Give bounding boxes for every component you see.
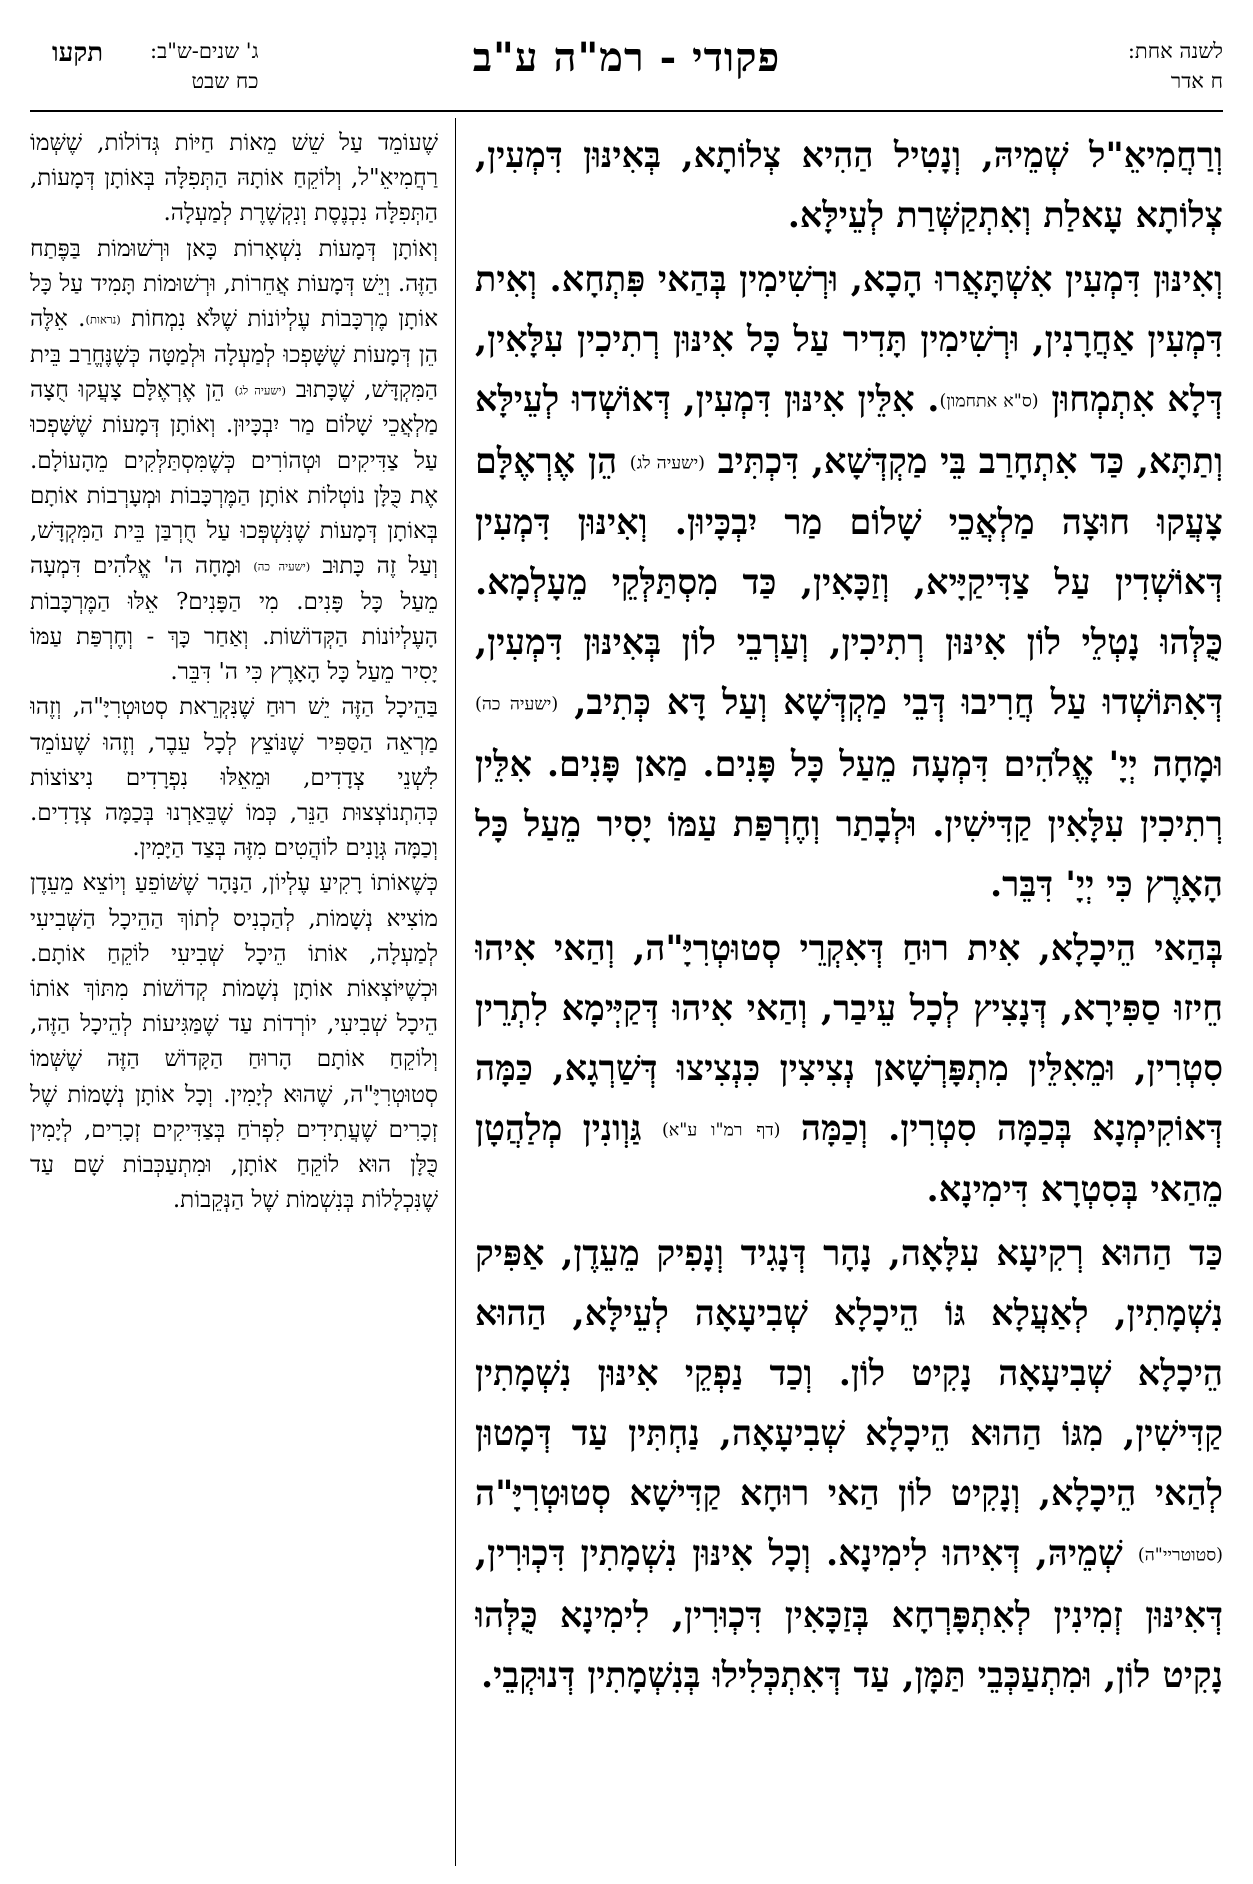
hebrew-translation-column	[30, 126, 438, 1866]
study-schedule-three-years	[150, 36, 259, 96]
main-paragraph	[475, 1224, 1223, 1706]
page-header	[30, 30, 1223, 112]
main-text-segment: גַּוְונִין מְלַהֲטָן מֵהַאי בְּסִטְרָא דִּימִינָא.	[475, 1107, 1223, 1210]
side-text-segment: וּמָחָה ה' אֱלֹהִים דִּמְעָה מֵעַל כָּל פָּנִים. מִי הַפָּנִים? אֵלּוּ הַמֶּרְכָּבוֹת הָעֶלְיוֹנוֹת הַקְּדוֹשׁוֹת. וְאַחַר כָּךְ - וְחֶרְפַּת עַמּוֹ יָסִיר מֵעַל כָּל הָאָרֶץ כִּי ה' דִּבֵּר.	[30, 553, 438, 686]
side-text-segment: בַּהֵיכָל הַזֶּה יֵשׁ רוּחַ שֶׁנִּקְרֵאת סְטוּטְרִיָּ"ה, וְזֶהוּ מַרְאֵה הַסַּפִּיר שֶׁנּוֹצֵץ לְכָל עֵבֶר, וְזֶהוּ שֶׁעוֹמֵד לִשְׁנֵי צְדָדִים, וּמֵאֵלּוּ נִפְרָדִים נִיצוֹצוֹת כְּהִתְנוֹצְצוּת הַנֵּר, כְּמוֹ שֶׁבֵּאַרְנוּ בְּכַמָּה צְדָדִים. וְכַמָּה גְּוָנִים לוֹהֲטִים מִזֶּה בְּצַד הַיָּמִין.	[30, 694, 438, 862]
main-text-segment: הֵן אֶרְאֶלָּם צָעֲקוּ חוּצָה מַלְאֲכֵי שָׁלוֹם מַר יִבְכָּיוּן. וְאִינּוּן דִּמְעִין דְּאוֹשְׁדִין עַל צַדִּיקַיָּיא, וְזַכָּאִין, כַּד מִסְתַּלְּקֵי מֵעָלְמָא. כֻּלְּהוּ נָטְלֵי לוֹן אִינּוּן רְתִיכִין, וְעַרְבֵי לוֹן בְּאִינּוּן דִּמְעִין, דְּאִתּוֹשְׁדוּ עַל חֲרִיבוּ דְּבֵי מַקְדְּשָׁא וְעַל דָּא כְּתִיב,	[475, 440, 1223, 723]
side-text-segment: כְּשֶׁאוֹתוֹ רָקִיעַ עֶלְיוֹן, הַנָּהָר שֶׁשּׁוֹפֵעַ וְיוֹצֵא מֵעֵדֶן מוֹצִיא נְשָׁמוֹת, לְהַכְנִיס לְתוֹךְ הַהֵיכָל הַשְּׁבִיעִי לְמַעְלָה, אוֹתוֹ הֵיכָל שְׁבִיעִי לוֹקֵחַ אוֹתָם. וּכְשֶׁיּוֹצְאוֹת אוֹתָן נְשָׁמוֹת קְדוֹשׁוֹת מִתּוֹךְ אוֹתוֹ הֵיכָל שְׁבִיעִי, יוֹרְדוֹת עַד שֶׁמַּגִּיעוֹת לְהֵיכָל הַזֶּה, וְלוֹקֵחַ אוֹתָם הָרוּחַ הַקָּדוֹשׁ הַזֶּה שֶׁשְּׁמוֹ סְטוּטְרִיָּ"ה, שֶׁהוּא לְיָמִין. וְכָל אוֹתָן נְשָׁמוֹת שֶׁל זְכָרִים שֶׁעֲתִידִים לִפְרֹחַ בְּצַדִּיקִים זְכָרִים, לְיָמִין כֻּלָּן הוּא לוֹקֵחַ אוֹתָן, וּמִתְעַכְּבוֹת שָׁם עַד שֶׁנִּכְלָלוֹת בְּנִשְׁמוֹת שֶׁל הַנְּקֵבוֹת.	[30, 870, 438, 1214]
aramaic-text-column	[475, 126, 1223, 1866]
page-title: פקודי - רמ"ה ע"ב	[472, 34, 781, 81]
main-text-segment: וּמָחָה יְיָ' אֱלֹהִים דִּמְעָה מֵעַל כָּל פָּנִים. מַאן פָּנִים. אִלֵּין רְתִיכִין עִלָּאִין קַדִּישִׁין. וּלְבָתַר וְחֶרְפַּת עַמּוֹ יָסִיר מֵעַל כָּל הָאָרֶץ כִּי יְיָ' דִּבֵּר.	[475, 743, 1223, 905]
side-paragraph	[30, 866, 438, 1218]
verse-reference: (ישעיה לג)	[234, 383, 287, 398]
main-text-segment: בְּהַאי הֵיכָלָא, אִית רוּחַ דְּאִקְרֵי סְטוּטְרִיָּ"ה, וְהַאי אִיהוּ חֵיזוּ סַפִּירָא, דְּנָצִיץ לְכָל עֵיבַר, וְהַאי אִיהוּ דְּקַיְּימָא לִתְרֵין סִטְרִין, וּמֵאִלֵּין מִתְפָּרְשָׁאן נְצִיצִין כִּנְצִיצוּ דְּשַׁרְגָא, כַּמָּה דְּאוֹקִימְנָא בְּכַמָּה סִטְרִין. וְכַמָּה	[475, 927, 1223, 1149]
verse-reference: (ישעיה כה)	[253, 559, 311, 574]
main-paragraph	[475, 250, 1223, 915]
header-divider	[30, 110, 1223, 112]
side-text-segment: שֶׁעוֹמֵד עַל שֵׁשׁ מֵאוֹת חַיּוֹת גְּדוֹלוֹת, שֶׁשְּׁמוֹ רַחֲמִיאֵ"ל, וְלוֹקֵחַ אוֹתָהּ הַתְּפִלָּה בְּאוֹתָן דְּמָעוֹת, הַתְּפִלָּה נִכְנֶסֶת וְנִקְשֶׁרֶת לְמַעְלָה.	[30, 130, 438, 227]
alt-reading-note: (נראות)	[85, 312, 121, 327]
main-text-segment: . אִלֵּין אִינּוּן דִּמְעִין, דְּאוֹשְׁדוּ לְעֵילָּא וְתַתָּא, כַּד אִתְחָרַב בֵּי מַקְדְּשָׁא, דִּכְתִּיב	[475, 379, 1223, 482]
column-divider	[455, 118, 456, 1866]
page-number: תקעו	[52, 38, 104, 68]
side-paragraph	[30, 126, 438, 232]
alt-reading-note: (ס"א אתחמון)	[939, 391, 1039, 412]
main-paragraph	[475, 126, 1223, 246]
side-paragraph	[30, 690, 438, 866]
side-text-segment: הֵן אֶרְאֶלָּם צָעֲקוּ חֻצָה מַלְאֲכֵי שָׁלוֹם מַר יִבְכָּיוּן. וְאוֹתָן דְּמָעוֹת שֶׁשָּׁפְכוּ עַל צַדִּיקִים וּטְהוֹרִים כְּשֶׁמִּסְתַּלְּקִים מֵהָעוֹלָם. אֶת כֻּלָּן נוֹטְלוֹת אוֹתָן הַמֶּרְכָּבוֹת וּמְעָרְבוֹת אוֹתָם בְּאוֹתָן דְּמָעוֹת שֶׁנִּשְׁפְּכוּ עַל חֻרְבַּן בֵּית הַמִּקְדָּשׁ, וְעַל זֶה כָּתוּב	[30, 376, 438, 580]
schedule-three-years-date: כח שבט	[191, 69, 259, 93]
main-text-segment: שְׁמֵיהּ, דְּאִיהוּ לִימִינָא. וְכָל אִינּוּן נִשְׁמָתִין דִּכְוּרִין, דְּאִינּוּן זְמִינִין לְאִתְפָּרְחָא בְּזַכָּאִין דִּכְוּרִין, לִימִינָא כֻּלְּהוּ נָקִיט לוֹן, וּמִתְעַכְּבֵי תַּמָּן, עַד דְּאִתְכְּלִילוּ בְּנִשְׁמָתִין דְּנוּקְבֵי.	[475, 1533, 1223, 1696]
schedule-one-year-label: לשנה אחת:	[1127, 39, 1223, 63]
side-text-segment: . אֵלֶּה הֵן דְּמָעוֹת שֶׁשָּׁפְכוּ לְמַעְלָה וּלְמַטָּה כְּשֶׁנֶּחֱרַב בֵּית הַמִּקְדָּשׁ, שֶׁכָּתוּב	[30, 306, 438, 403]
main-text-segment: וְרַחֲמִיאֵ"ל שְׁמֵיהּ, וְנָטִיל הַהִיא צְלוֹתָא, בְּאִינּוּן דִּמְעִין, צְלוֹתָא עָאלַת וְאִתְקַשְּׁרַת לְעֵילָּא.	[475, 135, 1223, 236]
main-text-segment: כַּד הַהוּא רְקִיעָא עִלָּאָה, נָהָר דְּנָגִיד וְנָפִיק מֵעֵדֶן, אַפִּיק נִשְׁמָתִין, לְאַעֲלָא גּוֹ הֵיכָלָא שְׁבִיעָאָה לְעֵילָּא, הַהוּא הֵיכָלָא שְׁבִיעָאָה נָקִיט לוֹן. וְכַד נַפְקֵי אִינּוּן נִשְׁמָתִין קַדִּישִׁין, מִגּוֹ הַהוּא הֵיכָלָא שְׁבִיעָאָה, נַחְתִּין עַד דְּמָטוּן לְהַאי הֵיכָלָא, וְנָקִיט לוֹן הַאי רוּחָא קַדִּישָׁא סְטוּטְרִיָּ"ה	[475, 1233, 1223, 1514]
side-paragraph	[30, 232, 438, 691]
verse-reference: (ישעיה כה)	[475, 694, 559, 715]
main-paragraph	[475, 919, 1223, 1221]
schedule-three-years-label: ג' שנים-ש"ב:	[150, 39, 259, 63]
side-text-segment: וְאוֹתָן דְּמָעוֹת נִשְׁאָרוֹת כָּאן וּרְשׁוּמוֹת בַּפֶּתַח הַזֶּה. וְיֵשׁ דְּמָעוֹת אֲחֵרוֹת, וּרְשׁוּמוֹת תָּמִיד עַל כָּל אוֹתָן מֶרְכָּבוֹת עֶלְיוֹנוֹת שֶׁלֹּא נִמְחוֹת	[30, 235, 438, 333]
verse-reference: (ישעיה לג)	[629, 453, 705, 473]
folio-marker: (דף רמ"ו ע"א)	[661, 1120, 781, 1140]
schedule-one-year-date: ח אדר	[1170, 69, 1223, 93]
main-text-segment: וְאִינּוּן דִּמְעִין אִשְׁתָּאֲרוּ הָכָא, וּרְשִׁימִין בְּהַאי פִּתְחָא. וְאִית דִּמְעִין אַחֲרָנִין, וּרְשִׁימִין תָּדִיר עַל כָּל אִינּוּן רְתִיכִין עִלָּאִין, דְּלָא אִתְמְחוּן	[475, 259, 1223, 420]
alt-reading-note: (סטוטריי"ה)	[1137, 1545, 1223, 1566]
